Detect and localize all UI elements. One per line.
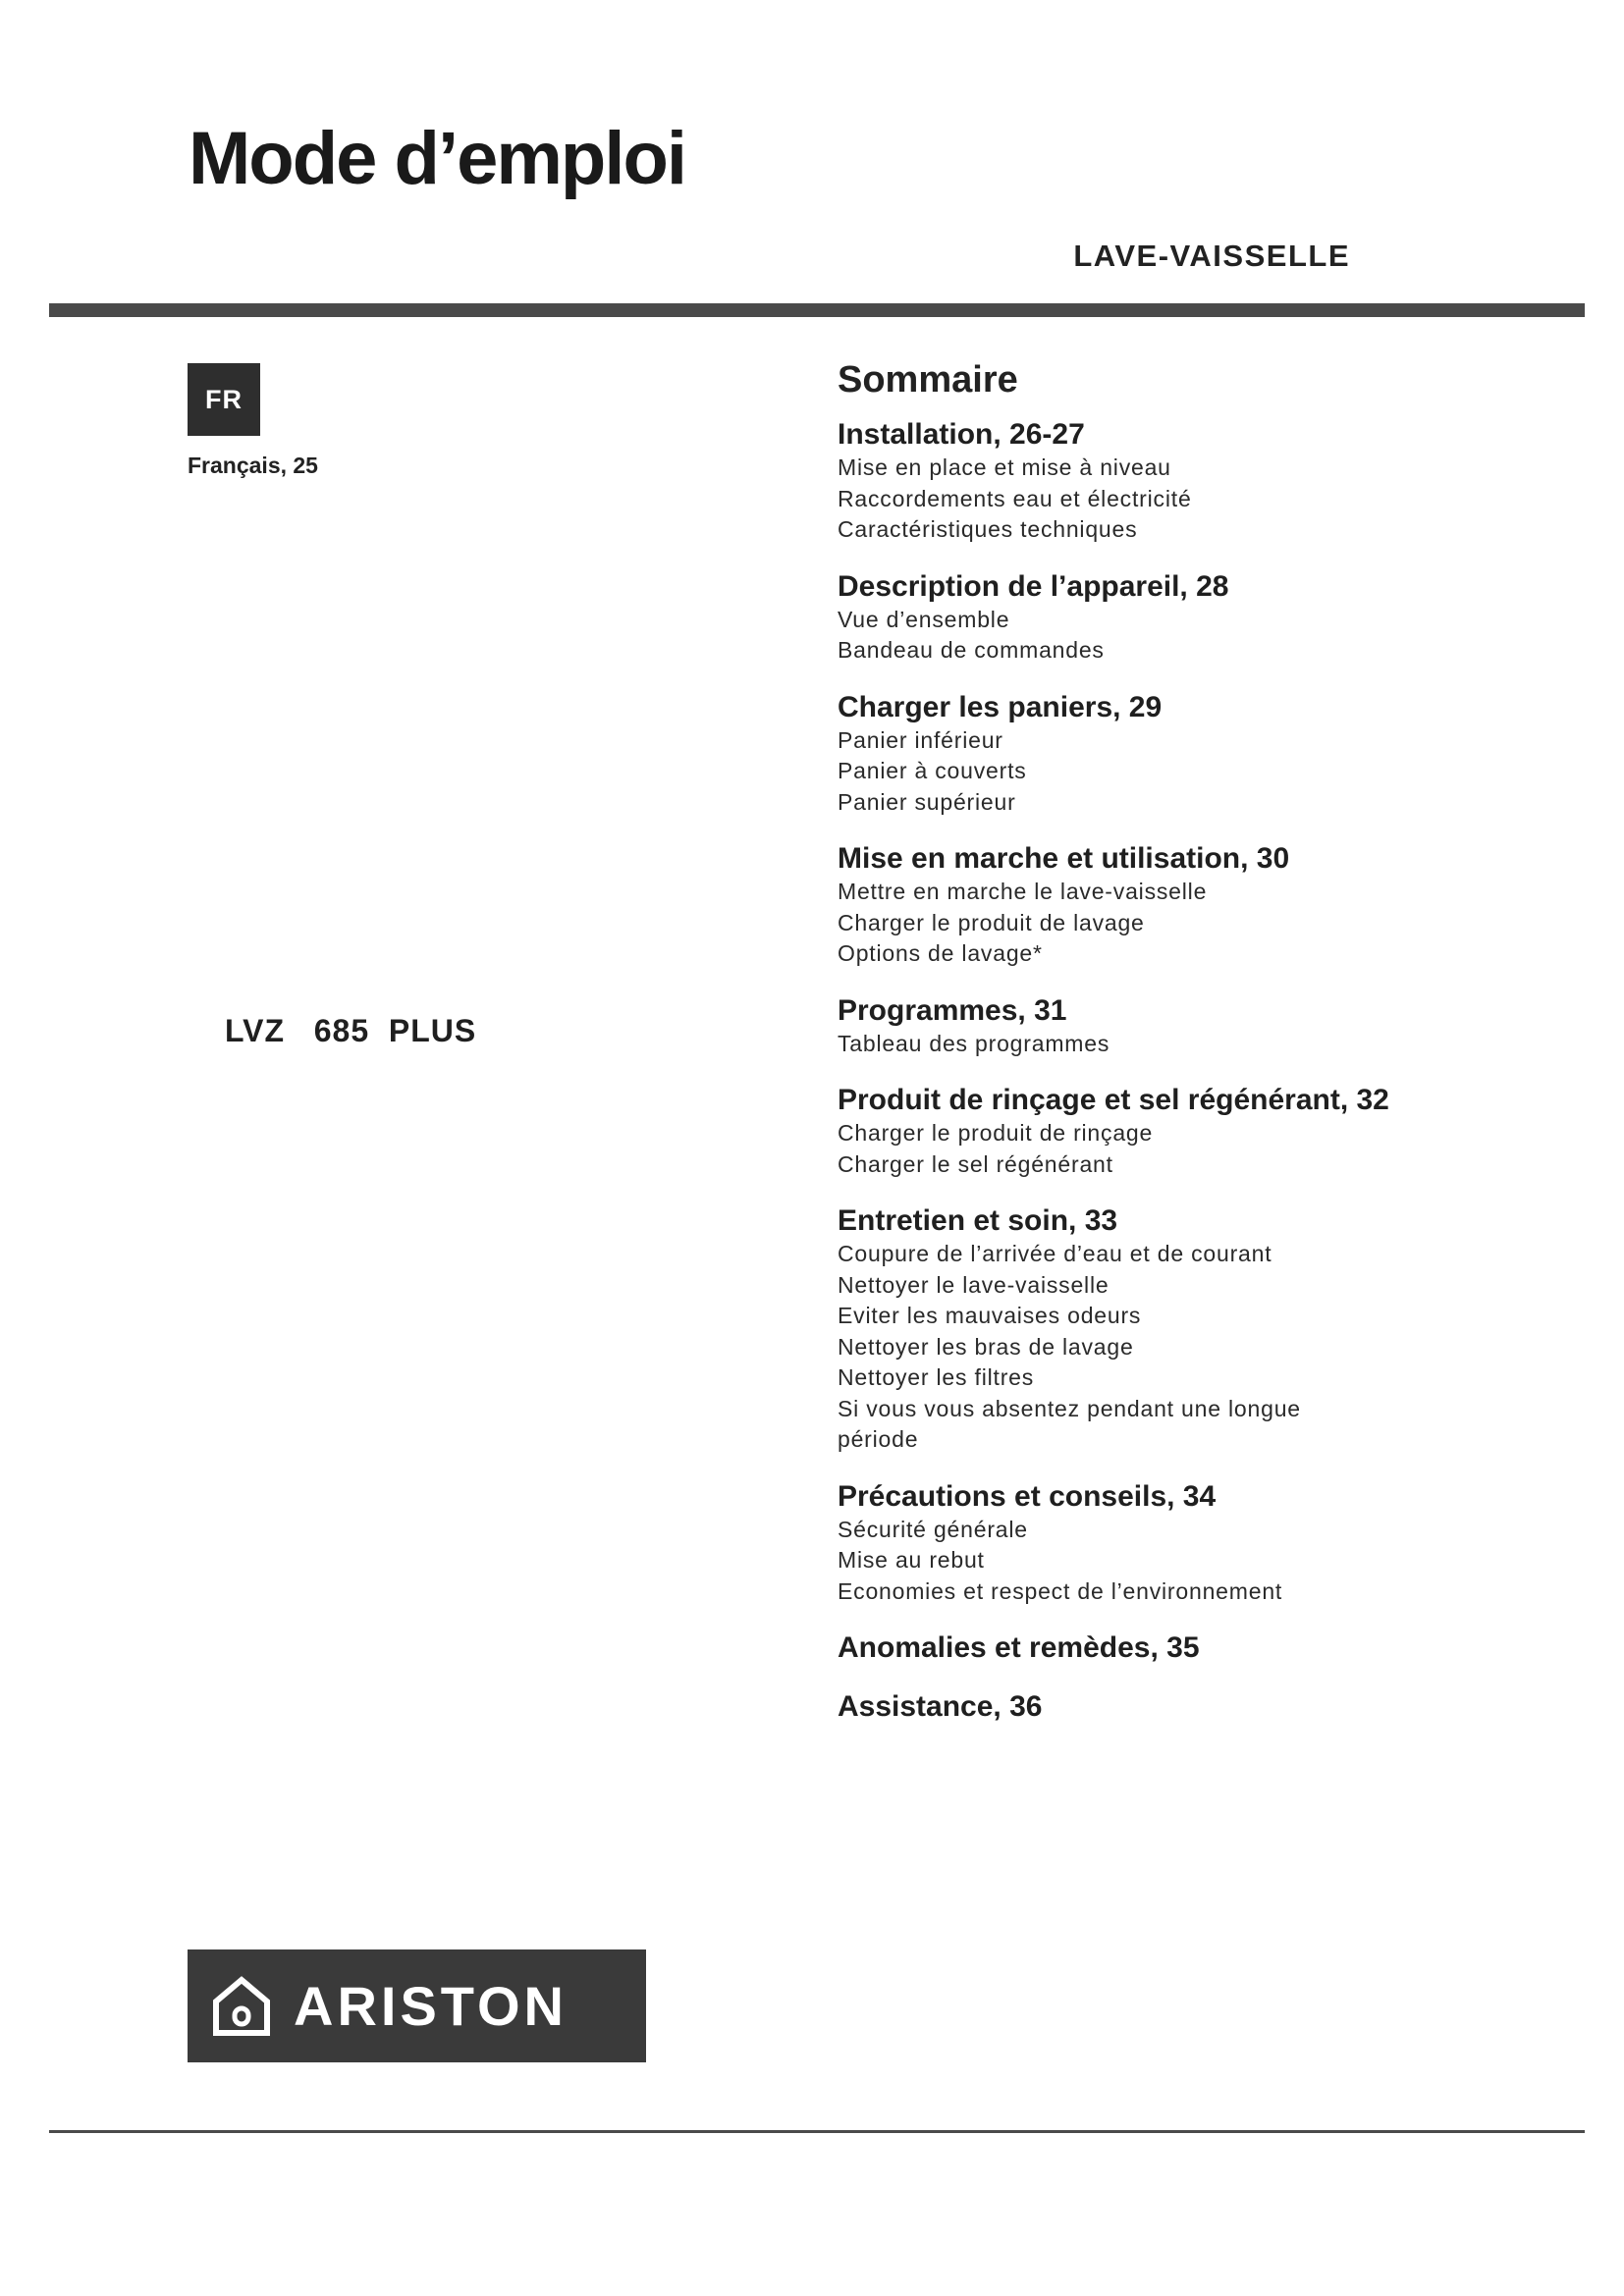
toc-section bbox=[838, 1083, 1544, 1180]
toc-section bbox=[838, 841, 1544, 970]
toc-item: Nettoyer les filtres bbox=[838, 1364, 1035, 1390]
toc-title: Sommaire bbox=[838, 359, 1018, 400]
toc-section bbox=[838, 1479, 1544, 1608]
toc-item: Si vous vous absentez pendant une longue bbox=[838, 1395, 1301, 1421]
brand-logo bbox=[188, 1949, 646, 2062]
toc-section bbox=[838, 417, 1544, 546]
toc-heading: Installation, 26-27 bbox=[838, 418, 1085, 451]
toc-section bbox=[838, 993, 1544, 1060]
toc-item: Bandeau de commandes bbox=[838, 637, 1105, 663]
toc-item: Vue d’ensemble bbox=[838, 606, 1010, 632]
toc-item: Sécurité générale bbox=[838, 1516, 1028, 1542]
toc-section bbox=[838, 569, 1544, 667]
toc-heading: Assistance, 36 bbox=[838, 1690, 1043, 1723]
toc-heading: Charger les paniers, 29 bbox=[838, 690, 1163, 723]
toc-item: Mise au rebut bbox=[838, 1547, 985, 1573]
toc-section bbox=[838, 1689, 1544, 1725]
toc-heading: Précautions et conseils, 34 bbox=[838, 1479, 1217, 1513]
toc-item: Eviter les mauvaises odeurs bbox=[838, 1303, 1142, 1328]
language-badge: FR bbox=[188, 363, 260, 436]
toc-item: Charger le produit de lavage bbox=[838, 909, 1145, 935]
toc-sections bbox=[838, 417, 1544, 1725]
language-label: Français, 25 bbox=[188, 453, 318, 478]
toc-item: Options de lavage* bbox=[838, 940, 1043, 966]
toc-item: Economies et respect de l’environnement bbox=[838, 1577, 1283, 1604]
page-title: Mode d’emploi bbox=[189, 117, 685, 200]
toc-heading: Programmes, 31 bbox=[838, 993, 1067, 1027]
toc-item: Nettoyer le lave-vaisselle bbox=[838, 1271, 1110, 1298]
toc-heading: Entretien et soin, 33 bbox=[838, 1204, 1118, 1237]
toc-section bbox=[838, 1630, 1544, 1666]
toc-heading: Produit de rinçage et sel régénérant, 32 bbox=[838, 1084, 1389, 1116]
toc-item: Charger le sel régénérant bbox=[838, 1150, 1113, 1177]
product-type: LAVE-VAISSELLE bbox=[1073, 239, 1350, 273]
toc-item: Mettre en marche le lave-vaisselle bbox=[838, 879, 1208, 904]
toc-section bbox=[838, 1203, 1544, 1456]
brand-name: ARISTON bbox=[294, 1975, 568, 2037]
toc-item: Mise en place et mise à niveau bbox=[838, 454, 1171, 480]
model-number: LVZ 685 PLUS bbox=[225, 1013, 477, 1048]
toc-heading: Anomalies et remèdes, 35 bbox=[838, 1631, 1200, 1664]
toc-item: Nettoyer les bras de lavage bbox=[838, 1333, 1134, 1360]
toc-item: Panier à couverts bbox=[838, 758, 1027, 783]
table-of-contents bbox=[838, 355, 1544, 1748]
toc-item: Coupure de l’arrivée d’eau et de courant bbox=[838, 1241, 1272, 1266]
toc-item: période bbox=[838, 1426, 919, 1452]
toc-item: Raccordements eau et électricité bbox=[838, 485, 1192, 511]
toc-item: Charger le produit de rinçage bbox=[838, 1120, 1154, 1146]
toc-heading: Description de l’appareil, 28 bbox=[838, 569, 1229, 603]
toc-item: Tableau des programmes bbox=[838, 1030, 1110, 1056]
bottom-divider bbox=[49, 2130, 1585, 2133]
toc-section bbox=[838, 690, 1544, 819]
toc-item: Panier inférieur bbox=[838, 726, 1003, 753]
top-divider bbox=[49, 303, 1585, 317]
house-logo-icon bbox=[211, 1976, 272, 2037]
toc-item: Panier supérieur bbox=[838, 788, 1016, 815]
toc-item: Caractéristiques techniques bbox=[838, 516, 1138, 542]
toc-heading: Mise en marche et utilisation, 30 bbox=[838, 842, 1290, 875]
